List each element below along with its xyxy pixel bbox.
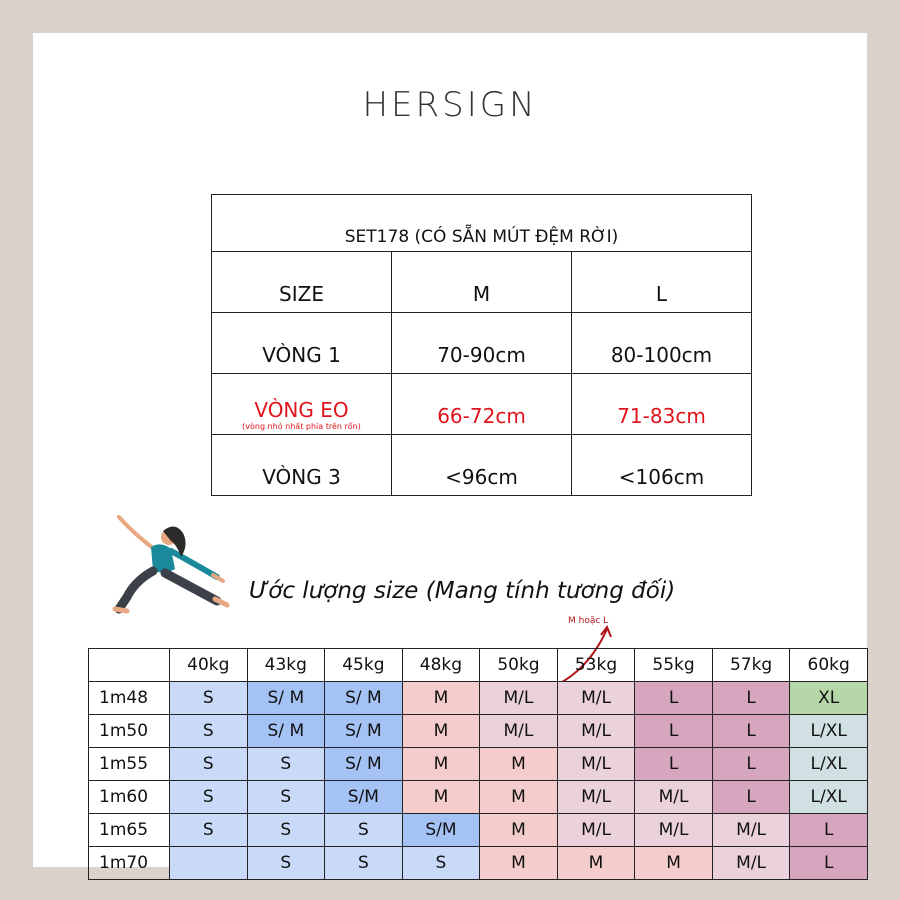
height-label: 1m65: [89, 814, 170, 847]
size-cell: S/ M: [325, 748, 403, 781]
size-cell: S: [170, 781, 248, 814]
size-cell: M/L: [635, 781, 713, 814]
spec-row-note: (vòng nhỏ nhất phía trên rốn): [242, 422, 361, 431]
size-cell: L: [712, 715, 790, 748]
spec-row-l: <106cm: [572, 435, 752, 496]
size-cell: [170, 847, 248, 880]
size-cell: L: [712, 781, 790, 814]
height-label: 1m48: [89, 682, 170, 715]
size-cell: S: [247, 748, 325, 781]
size-cell: L: [635, 682, 713, 715]
height-label: 1m50: [89, 715, 170, 748]
size-cell: L: [635, 715, 713, 748]
spec-row-m: <96cm: [392, 435, 572, 496]
size-cell: L: [712, 748, 790, 781]
size-cell: L/XL: [790, 715, 868, 748]
size-cell: S: [247, 781, 325, 814]
size-cell: M/L: [480, 715, 558, 748]
size-cell: S: [170, 682, 248, 715]
grid-row: [89, 847, 868, 880]
size-cell: L: [790, 847, 868, 880]
size-spec-table: [211, 194, 752, 496]
spec-row-m: 66-72cm: [392, 374, 572, 435]
size-cell: M/L: [557, 748, 635, 781]
spec-header-l: L: [572, 252, 752, 313]
size-cell: M/L: [557, 814, 635, 847]
size-cell: M: [402, 682, 480, 715]
size-cell: M: [480, 748, 558, 781]
grid-row: [89, 781, 868, 814]
size-cell: L: [712, 682, 790, 715]
spec-table-title: SET178 (CÓ SẴN MÚT ĐỆM RỜI): [212, 195, 752, 252]
brand-logo: HERSIGN: [362, 85, 538, 125]
spec-header-m: M: [392, 252, 572, 313]
size-cell: M: [402, 715, 480, 748]
weight-header: 40kg: [170, 649, 248, 682]
spec-row-l: 80-100cm: [572, 313, 752, 374]
size-cell: S/ M: [247, 715, 325, 748]
size-annotation: M hoặc L: [568, 616, 609, 626]
weight-header: 43kg: [247, 649, 325, 682]
size-cell: L/XL: [790, 781, 868, 814]
size-cell: S/ M: [247, 682, 325, 715]
grid-row: [89, 814, 868, 847]
size-cell: S/ M: [325, 682, 403, 715]
spec-row-label: VÒNG 3: [212, 435, 392, 496]
size-cell: S: [402, 847, 480, 880]
height-label: 1m70: [89, 847, 170, 880]
weight-header: 55kg: [635, 649, 713, 682]
size-cell: M: [557, 847, 635, 880]
size-cell: M/L: [557, 682, 635, 715]
weight-header: 60kg: [790, 649, 868, 682]
spec-header-size: SIZE: [212, 252, 392, 313]
size-cell: M/L: [712, 814, 790, 847]
grid-row: [89, 748, 868, 781]
size-cell: S/ M: [325, 715, 403, 748]
size-cell: M/L: [557, 781, 635, 814]
spec-row-label: VÒNG 1: [212, 313, 392, 374]
size-cell: M/L: [480, 682, 558, 715]
size-cell: S: [247, 847, 325, 880]
size-cell: L: [635, 748, 713, 781]
size-cell: S: [247, 814, 325, 847]
size-cell: S: [325, 847, 403, 880]
weight-header: 53kg: [557, 649, 635, 682]
size-estimate-table: [88, 648, 868, 880]
weight-header: 50kg: [480, 649, 558, 682]
grid-row: [89, 682, 868, 715]
size-cell: M: [635, 847, 713, 880]
size-cell: M: [402, 781, 480, 814]
size-cell: S: [170, 715, 248, 748]
spec-row-waist: [212, 374, 392, 435]
spec-row-label: VÒNG EO: [254, 398, 349, 422]
size-cell: L/XL: [790, 748, 868, 781]
size-cell: S: [170, 748, 248, 781]
weight-header: 48kg: [402, 649, 480, 682]
size-cell: M: [480, 847, 558, 880]
size-cell: XL: [790, 682, 868, 715]
height-label: 1m55: [89, 748, 170, 781]
spec-row-m: 70-90cm: [392, 313, 572, 374]
size-cell: L: [790, 814, 868, 847]
size-cell: M: [480, 814, 558, 847]
size-cell: S/M: [402, 814, 480, 847]
page-card: [33, 33, 867, 873]
size-cell: S: [170, 814, 248, 847]
grid-corner-cell: [89, 649, 170, 682]
weight-header: 45kg: [325, 649, 403, 682]
size-cell: M/L: [557, 715, 635, 748]
size-cell: S: [325, 814, 403, 847]
size-cell: M/L: [712, 847, 790, 880]
size-cell: S/M: [325, 781, 403, 814]
size-cell: M: [402, 748, 480, 781]
size-estimate-heading: Ước lượng size (Mang tính tương đối): [249, 578, 676, 604]
yoga-figure-illustration: [105, 511, 231, 617]
weight-header: 57kg: [712, 649, 790, 682]
height-label: 1m60: [89, 781, 170, 814]
grid-row: [89, 715, 868, 748]
spec-row-l: 71-83cm: [572, 374, 752, 435]
size-cell: M/L: [635, 814, 713, 847]
size-cell: M: [480, 781, 558, 814]
